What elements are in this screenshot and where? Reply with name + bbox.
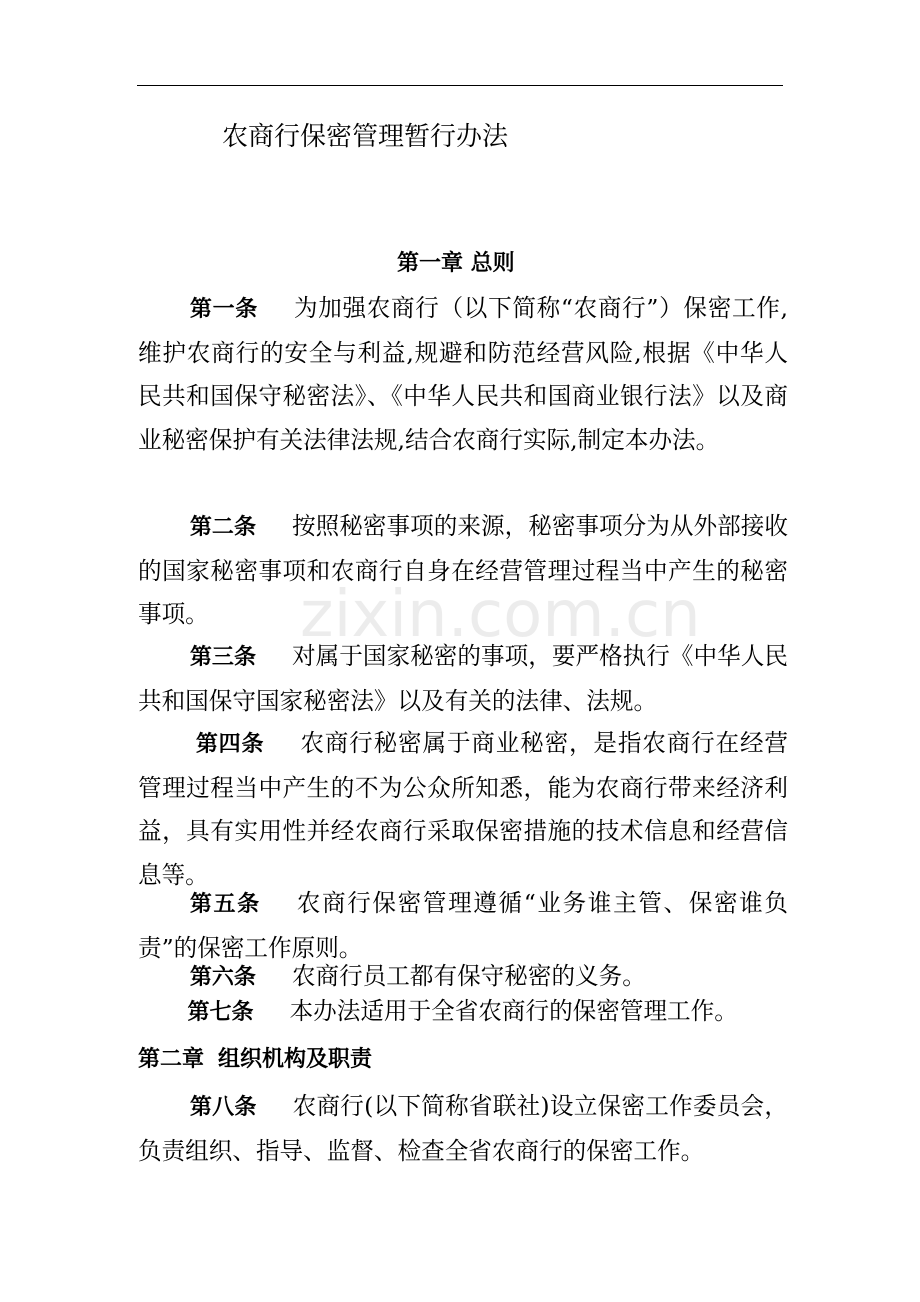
chapter-number: 第二章 (138, 1047, 205, 1072)
article-number: 第三条 (189, 645, 256, 670)
article-number: 第七条 (187, 1000, 254, 1025)
article-number: 第八条 (189, 1095, 257, 1120)
header-rule (137, 85, 783, 86)
article-text: 对属于国家秘密的事项，要严格执行《中华人民共和国保守国家秘密法》以及有关的法律、法规。 (138, 642, 788, 715)
article-8 (138, 1085, 788, 1173)
article-7 (138, 990, 788, 1035)
article-2 (138, 505, 788, 637)
article-number: 第四条 (195, 732, 265, 757)
article-text: 本办法适用于全省农商行的保密管理工作。 (289, 997, 738, 1025)
article-3 (138, 635, 788, 723)
document-title: 农商行保密管理暂行办法 (222, 122, 509, 152)
article-text: 农商行秘密属于商业秘密，是指农商行在经营管理过程当中产生的不为公众所知悉，能为农商行带来经济利益，具有实用性并经农商行采取保密措施的技术信息和经营信息等。 (138, 729, 788, 889)
article-number: 第五条 (189, 892, 261, 917)
article-text: 农商行保密管理遵循“业务谁主管、保密谁负责”的保密工作原则。 (138, 889, 788, 962)
article-number: 第六条 (189, 965, 256, 990)
article-number: 第二条 (189, 515, 256, 540)
watermark: zixin.com.cn (300, 578, 701, 652)
article-text: 为加强农商行（以下简称“农商行”）保密工作,维护农商行的安全与利益,规避和防范经营风险,根据《中华人民共和国保守秘密法》、《中华人民共和国商业银行法》以及商业秘密保护有关法律法规,结合农商行实际,制定本办法。 (138, 294, 788, 454)
article-text: 按照秘密事项的来源，秘密事项分为从外部接收的国家秘密事项和农商行自身在经营管理过程当中产生的秘密事项。 (138, 512, 788, 628)
chapter-2-heading (138, 1043, 372, 1077)
chapter-name: 组织机构及职责 (218, 1047, 373, 1072)
article-1 (138, 287, 788, 462)
article-text: 农商行(以下简称省联社)设立保密工作委员会，负责组织、指导、监督、检查全省农商行的保密工作。 (138, 1092, 788, 1165)
chapter-1-heading: 第一章 总则 (397, 251, 515, 276)
article-number: 第一条 (189, 297, 258, 322)
article-4 (138, 722, 788, 897)
article-text: 农商行员工都有保守秘密的义务。 (291, 962, 646, 990)
